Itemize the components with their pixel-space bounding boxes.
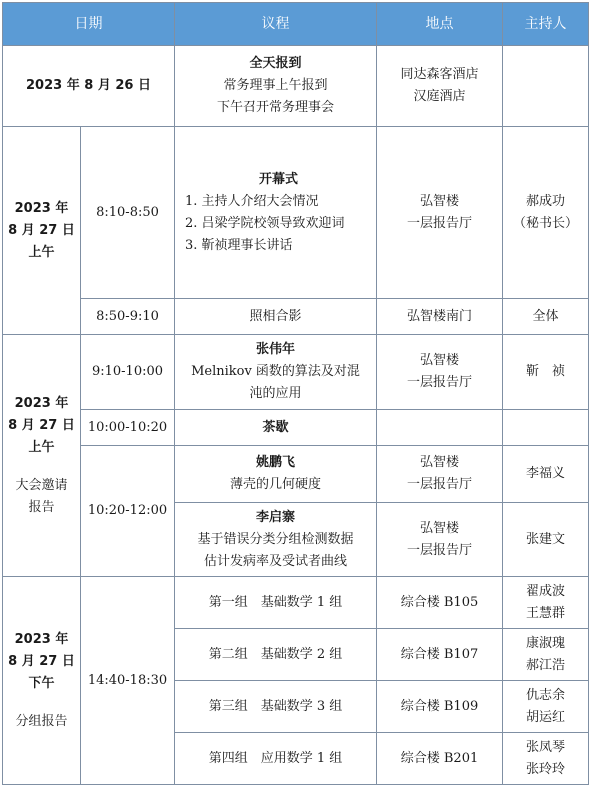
location-line: 同达森客酒店 — [400, 67, 479, 82]
host-line: 康淑瑰 — [525, 635, 565, 651]
time-cell: 10:00-10:20 — [81, 410, 175, 446]
agenda-cell — [175, 503, 377, 577]
location-cell: 综合楼 B201 — [377, 733, 503, 785]
talk-title: 基于错误分类分组检测数据 — [197, 531, 354, 547]
date-note: 大会邀请 — [15, 477, 68, 493]
date-line: 2023 年 — [14, 395, 69, 411]
agenda-cell — [175, 46, 377, 127]
location-line: 一层报告厅 — [406, 542, 472, 558]
header-host: 主持人 — [503, 3, 589, 46]
date-line: 2023 年 — [14, 631, 69, 647]
header-location: 地点 — [377, 3, 503, 46]
date-cell — [3, 577, 81, 785]
table-row — [3, 577, 589, 629]
agenda-item: 1. 主持人介绍大会情况 — [185, 193, 319, 209]
host-line: （秘书长） — [512, 215, 578, 231]
location-line: 汉庭酒店 — [413, 89, 466, 104]
speaker-name: 李启寨 — [255, 509, 295, 525]
location-line: 弘智楼 — [419, 455, 459, 470]
table-row — [3, 299, 589, 335]
group-name: 第一组 基础数学 1 组 — [175, 577, 377, 629]
time-cell: 8:50-9:10 — [81, 299, 175, 335]
location-line: 一层报告厅 — [406, 375, 472, 390]
host-cell: 张建文 — [503, 503, 589, 577]
agenda-item: 3. 靳祯理事长讲话 — [185, 237, 293, 253]
time-cell: 8:10-8:50 — [81, 127, 175, 299]
location-cell — [377, 335, 503, 410]
agenda-line: 常务理事上午报到 — [223, 78, 328, 93]
header-row — [3, 3, 589, 46]
location-cell: 弘智楼南门 — [377, 299, 503, 335]
date-line: 上午 — [28, 244, 55, 260]
location-cell — [377, 410, 503, 446]
agenda-cell — [175, 446, 377, 503]
agenda-title: 全天报到 — [249, 56, 302, 71]
location-cell: 综合楼 B109 — [377, 681, 503, 733]
date-line: 8 月 27 日 — [8, 222, 75, 238]
host-cell — [503, 733, 589, 785]
location-line: 弘智楼 — [419, 353, 459, 368]
date-line: 8 月 27 日 — [8, 653, 75, 669]
talk-title: Melnikov 函数的算法及对混 — [191, 364, 360, 379]
date-note: 分组报告 — [15, 713, 68, 729]
date-cell — [3, 335, 81, 577]
talk-title: 沌的应用 — [249, 386, 302, 401]
host-line: 翟成波 — [525, 583, 565, 599]
schedule-table — [2, 2, 589, 785]
agenda-cell: 照相合影 — [175, 299, 377, 335]
location-cell: 综合楼 B105 — [377, 577, 503, 629]
agenda-line: 下午召开常务理事会 — [216, 100, 334, 115]
date-line: 8 月 27 日 — [8, 417, 75, 433]
date-cell: 2023 年 8 月 26 日 — [3, 46, 175, 127]
speaker-name: 张伟年 — [255, 342, 295, 357]
host-cell: 李福义 — [503, 446, 589, 503]
header-date: 日期 — [3, 3, 175, 46]
host-cell: 靳 祯 — [503, 335, 589, 410]
table-row — [3, 335, 589, 410]
location-line: 一层报告厅 — [406, 215, 472, 231]
date-line: 2023 年 — [14, 200, 69, 216]
table-row — [3, 127, 589, 299]
location-line: 弘智楼 — [419, 193, 459, 209]
group-name: 第三组 基础数学 3 组 — [175, 681, 377, 733]
location-cell — [377, 46, 503, 127]
host-cell — [503, 577, 589, 629]
table-row — [3, 46, 589, 127]
agenda-cell: 茶歇 — [175, 410, 377, 446]
host-line: 胡运红 — [525, 709, 565, 725]
location-cell: 综合楼 B107 — [377, 629, 503, 681]
host-line: 郝成功 — [525, 193, 565, 209]
group-name: 第二组 基础数学 2 组 — [175, 629, 377, 681]
group-name: 第四组 应用数学 1 组 — [175, 733, 377, 785]
host-line: 张玲玲 — [525, 761, 565, 777]
date-cell — [3, 127, 81, 335]
date-line: 上午 — [28, 439, 55, 455]
header-agenda: 议程 — [175, 3, 377, 46]
talk-title: 薄壳的几何硬度 — [229, 477, 321, 492]
agenda-cell — [175, 335, 377, 410]
location-line: 一层报告厅 — [406, 477, 472, 492]
host-cell — [503, 681, 589, 733]
location-cell — [377, 127, 503, 299]
time-cell: 10:20-12:00 — [81, 446, 175, 577]
table-row — [3, 410, 589, 446]
host-cell — [503, 629, 589, 681]
host-cell — [503, 46, 589, 127]
date-note: 报告 — [28, 499, 55, 515]
time-cell: 9:10-10:00 — [81, 335, 175, 410]
agenda-item: 2. 吕梁学院校领导致欢迎词 — [185, 215, 345, 231]
host-cell — [503, 127, 589, 299]
agenda-title: 开幕式 — [258, 171, 298, 187]
location-cell — [377, 446, 503, 503]
date-line: 下午 — [28, 675, 55, 691]
speaker-name: 姚鹏飞 — [255, 455, 295, 470]
host-line: 王慧群 — [525, 605, 565, 621]
host-line: 仇志余 — [525, 687, 565, 703]
talk-title: 估计发病率及受试者曲线 — [203, 553, 347, 569]
host-cell — [503, 410, 589, 446]
host-cell: 全体 — [503, 299, 589, 335]
host-line: 张凤琴 — [525, 739, 565, 755]
time-cell: 14:40-18:30 — [81, 577, 175, 785]
agenda-cell — [175, 127, 377, 299]
host-line: 郝江浩 — [525, 657, 565, 673]
table-row — [3, 446, 589, 503]
location-cell — [377, 503, 503, 577]
location-line: 弘智楼 — [419, 520, 459, 536]
